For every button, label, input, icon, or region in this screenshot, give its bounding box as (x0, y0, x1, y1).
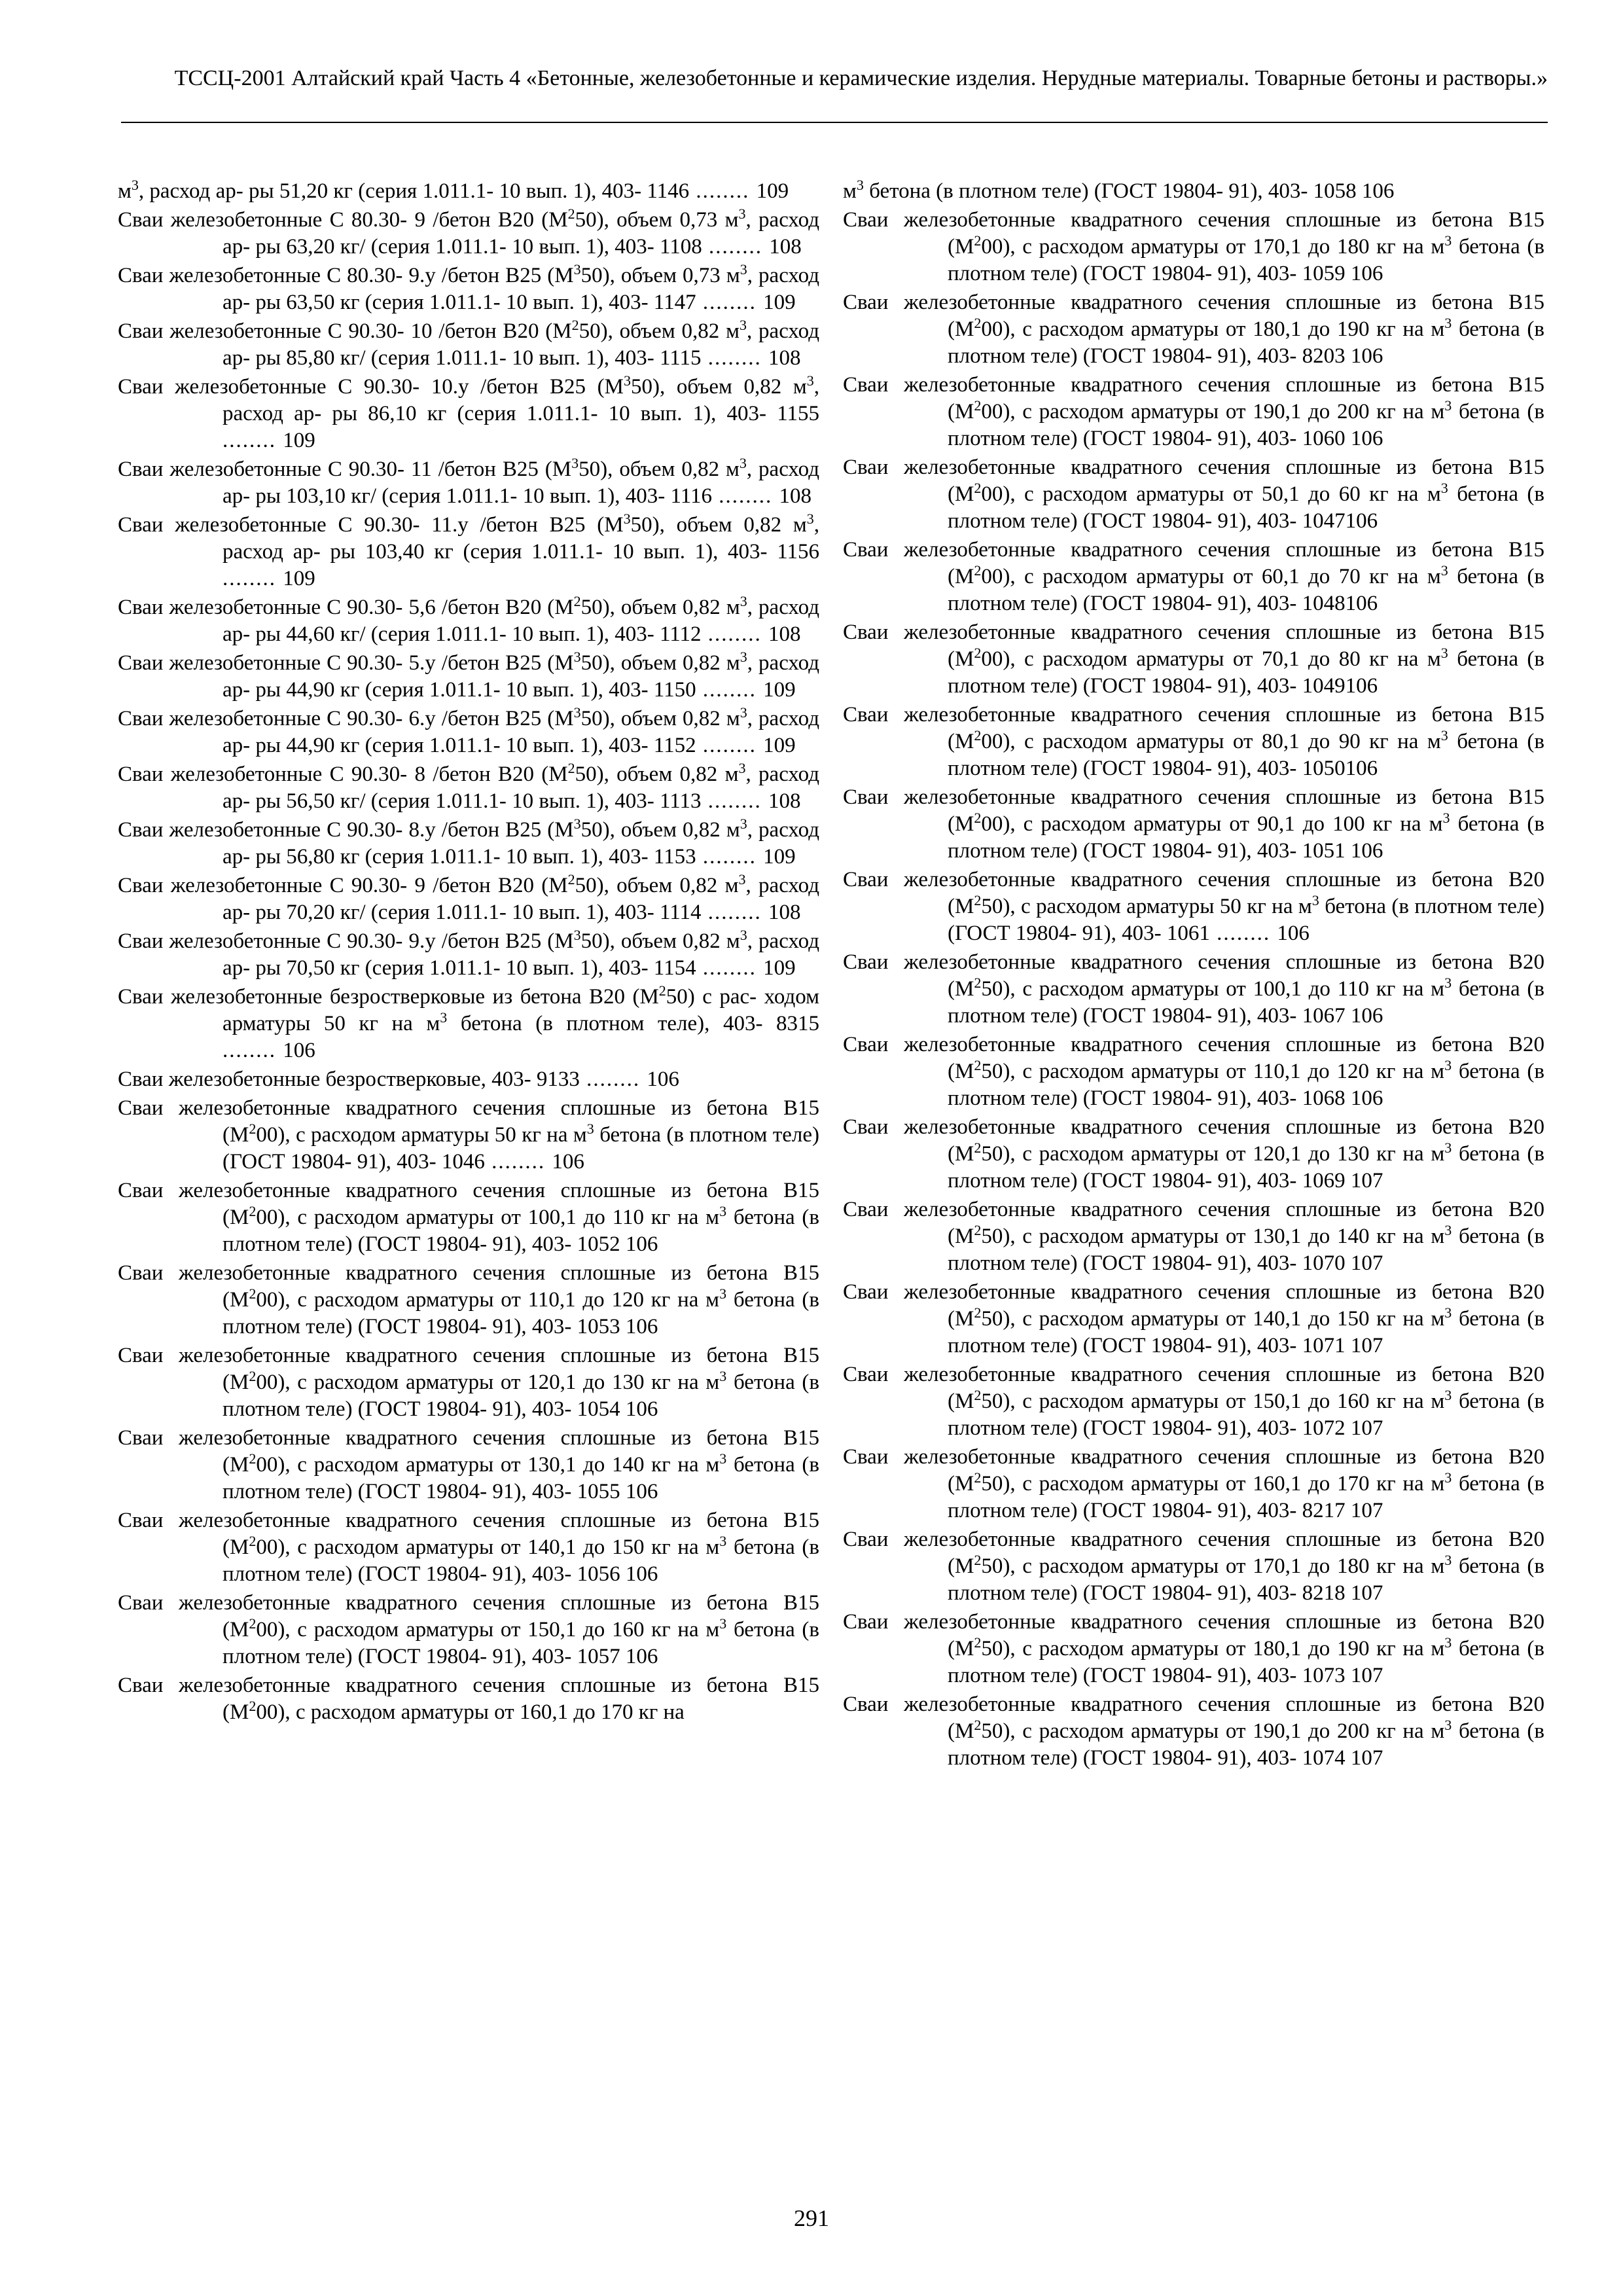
index-entry-text: Сваи железобетонные квадратного сечения сплошные из бетона В20 $(М^250)$, с расходом арматуры от 160,1 до 170 кг на $м^3$ бетона (в плотном теле) (ГОСТ 19804- 91), 403- 8217 107 (843, 1445, 1544, 1522)
index-entry-text: Сваи железобетонные квадратного сечения сплошные из бетона В15 $(М^200)$, с расходом арматуры от 180,1 до 190 кг на $м^3$ бетона (в плотном теле) (ГОСТ 19804- 91), 403- 8203 106 (843, 291, 1544, 368)
index-entry-text: Сваи железобетонные квадратного сечения сплошные из бетона В15 $(М^200)$, с расходом арматуры 50 кг на $м^3$ бетона (в плотном теле) (ГОСТ 19804- 91), 403- 1046 (118, 1096, 819, 1174)
index-entry (118, 706, 819, 759)
index-entry-text: Сваи железобетонные квадратного сечения сплошные из бетона В15 $(М^200)$, с расходом арматуры от 160,1 до 170 кг на (118, 1674, 819, 1724)
index-entry-page-ref: ........ 109 (696, 291, 796, 314)
index-entry-text: Сваи железобетонные квадратного сечения сплошные из бетона В20 $(М^250)$, с расходом арматуры от 100,1 до 110 кг на $м^3$ бетона (в плотном теле) (ГОСТ 19804- 91), 403- 1067 106 (843, 950, 1544, 1028)
index-entry (843, 537, 1544, 617)
running-header: ТССЦ-2001 Алтайский край Часть 4 «Бетонные, железобетонные и керамические изделия. Нерудные материалы. Товарные бетоны и растворы.» (174, 66, 1548, 90)
index-entry (843, 454, 1544, 535)
index-entry-text: Сваи железобетонные квадратного сечения сплошные из бетона В15 $(М^200)$, с расходом арматуры от 170,1 до 180 кг на $м^3$ бетона (в плотном теле) (ГОСТ 19804- 91), 403- 1059 106 (843, 208, 1544, 285)
index-entry (118, 262, 819, 316)
index-entry (118, 1342, 819, 1423)
index-entry-text: Сваи железобетонные квадратного сечения сплошные из бетона В15 $(М^200)$, с расходом арматуры от 50,1 до 60 кг на $м^3$ бетона (в плотном теле) (ГОСТ 19804- 91), 403- 1047106 (843, 456, 1544, 533)
index-entry (843, 702, 1544, 782)
index-entry-page-ref: ........ 109 (696, 845, 796, 869)
header-divider (121, 122, 1548, 123)
index-entry-text: Сваи железобетонные С 80.30- 9 /бетон В20 $(М^250)$, объем 0,73 $м^3$, расход ар- ры 63,20 кг/ (серия 1.011.1- 10 вып. 1), 403- 1108 (118, 206, 819, 259)
index-entry-text: Сваи железобетонные квадратного сечения сплошные из бетона В20 $(М^250)$, с расходом арматуры от 190,1 до 200 кг на $м^3$ бетона (в плотном теле) (ГОСТ 19804- 91), 403- 1074 107 (843, 1693, 1544, 1770)
index-entry (843, 1196, 1544, 1277)
index-entry-text: Сваи железобетонные квадратного сечения сплошные из бетона В20 $(М^250)$, с расходом арматуры от 170,1 до 180 кг на $м^3$ бетона (в плотном теле) (ГОСТ 19804- 91), 403- 8218 107 (843, 1528, 1544, 1605)
index-entry-text: Сваи железобетонные квадратного сечения сплошные из бетона В15 $(М^200)$, с расходом арматуры от 80,1 до 90 кг на $м^3$ бетона (в плотном теле) (ГОСТ 19804- 91), 403- 1050106 (843, 703, 1544, 780)
index-entry (843, 1279, 1544, 1359)
index-entry-text: Сваи железобетонные С 90.30- 9 /бетон В20 $(М^250)$, объем 0,82 $м^3$, расход ар- ры 70,20 кг/ (серия 1.011.1- 10 вып. 1), 403- 1114 (118, 871, 819, 924)
index-entry-text: Сваи железобетонные квадратного сечения сплошные из бетона В15 $(М^200)$, с расходом арматуры от 120,1 до 130 кг на $м^3$ бетона (в плотном теле) (ГОСТ 19804- 91), 403- 1054 106 (118, 1344, 819, 1421)
index-entry (118, 817, 819, 870)
index-entry-page-ref: ........ 106 (484, 1150, 584, 1174)
index-entry-text: Сваи железобетонные квадратного сечения сплошные из бетона В15 $(М^200)$, с расходом арматуры от 110,1 до 120 кг на $м^3$ бетона (в плотном теле) (ГОСТ 19804- 91), 403- 1053 106 (118, 1261, 819, 1338)
index-entry-text: Сваи железобетонные квадратного сечения сплошные из бетона В20 $(М^250)$, с расходом арматуры от 150,1 до 160 кг на $м^3$ бетона (в плотном теле) (ГОСТ 19804- 91), 403- 1072 107 (843, 1363, 1544, 1440)
index-entry (843, 867, 1544, 947)
index-entry-text: Сваи железобетонные С 90.30- 5,6 /бетон В20 $(М^250)$, объем 0,82 $м^3$, расход ар- ры 44,60 кг/ (серия 1.011.1- 10 вып. 1), 403- 1112 (118, 593, 819, 646)
index-entry-text: Сваи железобетонные С 90.30- 5.у /бетон В25 $(М^350)$, объем 0,82 $м^3$, расход ар- ры 44,90 кг (серия 1.011.1- 10 вып. 1), 403- 1150 (118, 649, 819, 702)
index-entry-text: $м^3$, расход ар- ры 51,20 кг (серия 1.011.1- 10 вып. 1), 403- 1146 (118, 177, 690, 203)
index-entry (118, 1590, 819, 1670)
index-entry-text: $м^3$ бетона (в плотном теле) (ГОСТ 19804- 91), 403- 1058 106 (843, 177, 1395, 203)
index-entry (843, 1114, 1544, 1194)
index-entry (118, 1066, 819, 1093)
index-entry-text: Сваи железобетонные квадратного сечения сплошные из бетона В20 $(М^250)$, с расходом арматуры 50 кг на $м^3$ бетона (в плотном теле) (ГОСТ 19804- 91), 403- 1061 (843, 868, 1544, 945)
index-entry-text: Сваи железобетонные квадратного сечения сплошные из бетона В15 $(М^200)$, с расходом арматуры от 60,1 до 70 кг на $м^3$ бетона (в плотном теле) (ГОСТ 19804- 91), 403- 1048106 (843, 538, 1544, 615)
index-entry (118, 872, 819, 926)
index-entry-page-ref: ........ 108 (701, 622, 801, 646)
index-entry-page-ref: ........ 108 (701, 901, 801, 924)
index-entry (118, 984, 819, 1064)
index-entry-text: Сваи железобетонные С 90.30- 10.у /бетон В25 $(М^350)$, объем 0,82 $м^3$, расход ар- ры 86,10 кг (серия 1.011.1- 10 вып. 1), 403- 1155 (118, 372, 820, 425)
index-entry-text: Сваи железобетонные безростверковые, 403- 9133 (118, 1067, 580, 1091)
index-entry (843, 619, 1544, 700)
index-entry (118, 512, 819, 592)
index-entry-text: Сваи железобетонные квадратного сечения сплошные из бетона В15 $(М^200)$, с расходом арматуры от 70,1 до 80 кг на $м^3$ бетона (в плотном теле) (ГОСТ 19804- 91), 403- 1049106 (843, 620, 1544, 698)
index-entry-page-ref: ........ 109 (696, 956, 796, 980)
index-entry-page-ref: ........ 109 (696, 734, 796, 757)
index-entry (843, 1526, 1544, 1607)
index-entry (118, 928, 819, 982)
index-entry (118, 1177, 819, 1258)
index-entry (118, 594, 819, 648)
index-entry (843, 1609, 1544, 1689)
index-entry (843, 178, 1544, 205)
index-entry-page-ref: ........ 106 (223, 1039, 315, 1062)
index-entry-text: Сваи железобетонные С 90.30- 8 /бетон В20 $(М^250)$, объем 0,82 $м^3$, расход ар- ры 56,50 кг/ (серия 1.011.1- 10 вып. 1), 403- 1113 (118, 760, 819, 813)
index-entry-page-ref: ........ 109 (696, 678, 796, 702)
index-entry (118, 650, 819, 704)
index-entry-text: Сваи железобетонные квадратного сечения сплошные из бетона В20 $(М^250)$, с расходом арматуры от 110,1 до 120 кг на $м^3$ бетона (в плотном теле) (ГОСТ 19804- 91), 403- 1068 106 (843, 1033, 1544, 1110)
index-entry-page-ref: ........ 109 (689, 179, 789, 203)
index-entry-text: Сваи железобетонные С 90.30- 8.у /бетон В25 $(М^350)$, объем 0,82 $м^3$, расход ар- ры 56,80 кг (серия 1.011.1- 10 вып. 1), 403- 1153 (118, 816, 819, 869)
index-entry (118, 1095, 819, 1175)
index-entry-page-ref: ........ 109 (223, 429, 315, 452)
index-entry (118, 1507, 819, 1588)
index-entry-text: Сваи железобетонные безростверковые из бетона В20 $(М^250)$ с рас- ходом арматуры 50 кг на $м^3$ бетона (в плотном теле), 403- 8315 (118, 982, 820, 1035)
index-entry (843, 289, 1544, 370)
index-entry-text: Сваи железобетонные С 90.30- 10 /бетон В20 $(М^250)$, объем 0,82 $м^3$, расход ар- ры 85,80 кг/ (серия 1.011.1- 10 вып. 1), 403- 1115 (118, 317, 819, 370)
index-entry-text: Сваи железобетонные С 90.30- 6.у /бетон В25 $(М^350)$, объем 0,82 $м^3$, расход ар- ры 44,90 кг (серия 1.011.1- 10 вып. 1), 403- 1152 (118, 704, 819, 757)
index-entry (118, 207, 819, 260)
index-entry (843, 784, 1544, 865)
index-entry (843, 372, 1544, 452)
index-entry-text: Сваи железобетонные квадратного сечения сплошные из бетона В20 $(М^250)$, с расходом арматуры от 120,1 до 130 кг на $м^3$ бетона (в плотном теле) (ГОСТ 19804- 91), 403- 1069 107 (843, 1115, 1544, 1193)
index-entry-text: Сваи железобетонные С 80.30- 9.у /бетон В25 $(М^350)$, объем 0,73 $м^3$, расход ар- ры 63,50 кг (серия 1.011.1- 10 вып. 1), 403- 1147 (118, 261, 819, 314)
index-entry (843, 1691, 1544, 1772)
index-entry-text: Сваи железобетонные квадратного сечения сплошные из бетона В15 $(М^200)$, с расходом арматуры от 100,1 до 110 кг на $м^3$ бетона (в плотном теле) (ГОСТ 19804- 91), 403- 1052 106 (118, 1179, 819, 1256)
index-column-left (118, 178, 819, 1728)
index-entry-text: Сваи железобетонные квадратного сечения сплошные из бетона В15 $(М^200)$, с расходом арматуры от 140,1 до 150 кг на $м^3$ бетона (в плотном теле) (ГОСТ 19804- 91), 403- 1056 106 (118, 1509, 819, 1586)
index-entry-text: Сваи железобетонные квадратного сечения сплошные из бетона В20 $(М^250)$, с расходом арматуры от 180,1 до 190 кг на $м^3$ бетона (в плотном теле) (ГОСТ 19804- 91), 403- 1073 107 (843, 1610, 1544, 1687)
index-entry (843, 949, 1544, 1030)
index-entry-text: Сваи железобетонные квадратного сечения сплошные из бетона В15 $(М^200)$, с расходом арматуры от 150,1 до 160 кг на $м^3$ бетона (в плотном теле) (ГОСТ 19804- 91), 403- 1057 106 (118, 1591, 819, 1668)
index-entry (118, 374, 819, 454)
index-entry (118, 456, 819, 510)
index-entry (118, 1260, 819, 1340)
index-entry-text: Сваи железобетонные квадратного сечения сплошные из бетона В20 $(М^250)$, с расходом арматуры от 130,1 до 140 кг на $м^3$ бетона (в плотном теле) (ГОСТ 19804- 91), 403- 1070 107 (843, 1198, 1544, 1275)
index-entry (118, 761, 819, 815)
index-entry (843, 1444, 1544, 1524)
index-entry-text: Сваи железобетонные квадратного сечения сплошные из бетона В15 $(М^200)$, с расходом арматуры от 90,1 до 100 кг на $м^3$ бетона (в плотном теле) (ГОСТ 19804- 91), 403- 1051 106 (843, 785, 1544, 863)
index-entry (843, 1031, 1544, 1112)
index-entry-page-ref: ........ 108 (712, 484, 812, 508)
index-entry-page-ref: ........ 108 (702, 235, 802, 259)
index-entry (843, 207, 1544, 287)
index-entry (118, 318, 819, 372)
index-column-right (843, 178, 1544, 1774)
index-entry-text: Сваи железобетонные квадратного сечения сплошные из бетона В15 $(М^200)$, с расходом арматуры от 130,1 до 140 кг на $м^3$ бетона (в плотном теле) (ГОСТ 19804- 91), 403- 1055 106 (118, 1426, 819, 1503)
index-entry-page-ref: ........ 108 (701, 346, 801, 370)
index-entry (118, 1425, 819, 1505)
index-entry-page-ref: ........ 106 (1209, 922, 1310, 945)
index-entry-text: Сваи железобетонные С 90.30- 11 /бетон В25 $(М^350)$, объем 0,82 $м^3$, расход ар- ры 103,10 кг/ (серия 1.011.1- 10 вып. 1), 403- 1116 (118, 455, 819, 508)
index-entry-text: Сваи железобетонные квадратного сечения сплошные из бетона В20 $(М^250)$, с расходом арматуры от 140,1 до 150 кг на $м^3$ бетона (в плотном теле) (ГОСТ 19804- 91), 403- 1071 107 (843, 1280, 1544, 1357)
index-entry (118, 178, 819, 205)
index-entry-page-ref: ........ 108 (701, 789, 801, 813)
page-number: 291 (794, 2205, 829, 2231)
index-entry-text: Сваи железобетонные квадратного сечения сплошные из бетона В15 $(М^200)$, с расходом арматуры от 190,1 до 200 кг на $м^3$ бетона (в плотном теле) (ГОСТ 19804- 91), 403- 1060 106 (843, 373, 1544, 450)
index-entry-page-ref: ........ 106 (579, 1067, 679, 1091)
index-entry (843, 1361, 1544, 1442)
index-entry-text: Сваи железобетонные С 90.30- 9.у /бетон В25 $(М^350)$, объем 0,82 $м^3$, расход ар- ры 70,50 кг (серия 1.011.1- 10 вып. 1), 403- 1154 (118, 927, 819, 980)
index-entry (118, 1672, 819, 1726)
index-entry-text: Сваи железобетонные С 90.30- 11.у /бетон В25 $(М^350)$, объем 0,82 $м^3$, расход ар- ры 103,40 кг (серия 1.011.1- 10 вып. 1), 403- 1156 (118, 511, 819, 564)
index-entry-page-ref: ........ 109 (223, 567, 315, 590)
